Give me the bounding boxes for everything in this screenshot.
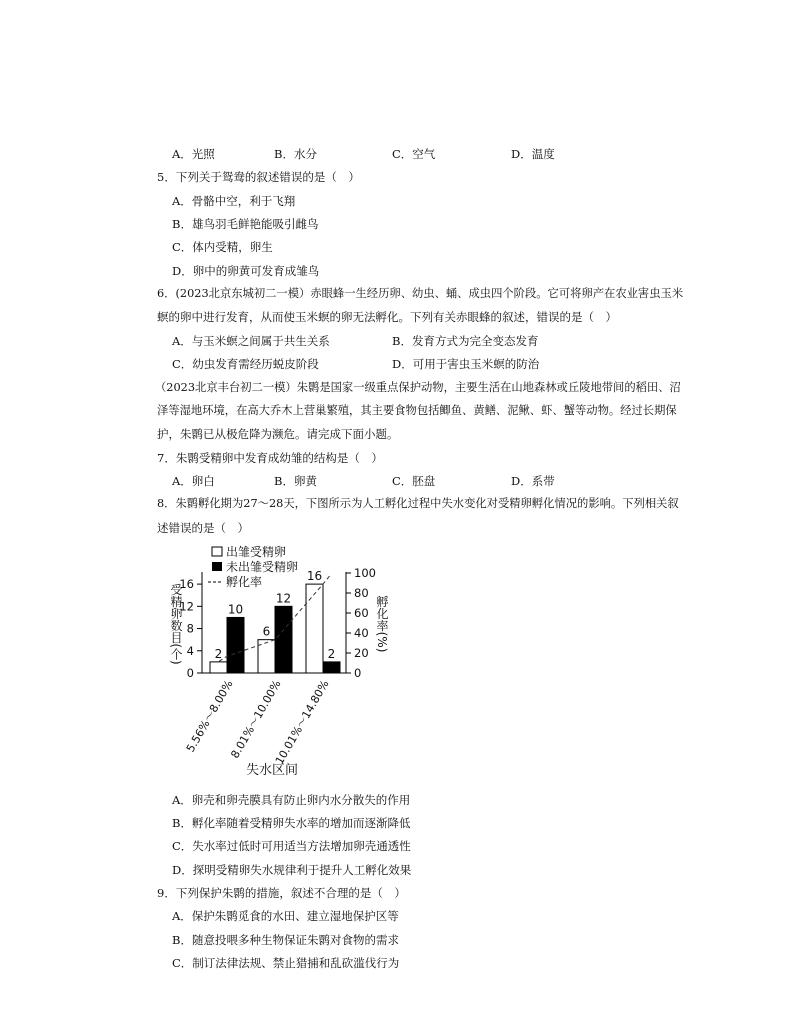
legend-label-hatched: 出雏受精卵 [226, 545, 287, 559]
passage-line2: 泽等湿地环境，在高大乔木上营巢繁殖，其主要食物包括鲫鱼、黄鳝、泥鳅、虾、蟹等动物。经过长期保 [157, 404, 677, 417]
q7-option-d: D．系带 [511, 474, 555, 488]
hatch-rate-chart [150, 538, 450, 783]
q9-option-b: B．随意投喂多种生物保证朱鹮对食物的需求 [172, 933, 399, 947]
q5-option-b: B．雄鸟羽毛鲜艳能吸引雌鸟 [172, 217, 319, 231]
q8-option-a: A．卵壳和卵壳膜具有防止卵内水分散失的作用 [172, 793, 411, 807]
bar-hatched [306, 584, 323, 673]
q5-stem: 5．下列关于鸳鸯的叙述错误的是（ ） [157, 170, 360, 184]
q6-option-b: B．发育方式为完全变态发育 [392, 334, 539, 348]
legend-label-unhatched: 未出雏受精卵 [226, 560, 299, 574]
q7-option-c: C．胚盘 [392, 474, 436, 488]
q7-option-b: B．卵黄 [274, 474, 317, 488]
bar-value-label: 10 [227, 602, 244, 617]
q5-option-d: D．卵中的卵黄可发育成雏鸟 [172, 264, 320, 278]
q6-stem-line1: 6．(2023北京东城初二一模）赤眼蜂一生经历卵、幼虫、蛹、成虫四个阶段。它可将卵产在农业害虫玉米 [157, 287, 684, 300]
bar-value-label: 2 [214, 646, 223, 661]
x-category-label: 10.01%～14.80% [272, 678, 332, 767]
passage-line3: 护，朱鹮已从极危降为濒危。请完成下面小题。 [157, 427, 399, 441]
q6-option-a: A．与玉米螟之间属于共生关系 [172, 334, 330, 348]
right-tick-label: 0 [354, 666, 362, 680]
left-tick-label: 12 [179, 599, 194, 614]
q5-option-c: C．体内受精，卵生 [172, 240, 273, 254]
q7-option-a: A．卵白 [172, 474, 215, 488]
q4-option-a: A．光照 [172, 147, 215, 161]
legend-swatch-unhatched [212, 562, 222, 571]
q8-option-c: C．失水率过低时可用适当方法增加卵壳通透性 [172, 839, 411, 853]
right-tick-label: 60 [354, 606, 369, 620]
right-axis-title: 孵化率(%) [375, 595, 389, 653]
q9-option-a: A．保护朱鹮觅食的水田、建立湿地保护区等 [172, 909, 399, 923]
q9-option-c: C．制订法律法规、禁止猎捕和乱砍滥伐行为 [172, 956, 400, 970]
q4-option-c: C．空气 [392, 147, 436, 161]
right-tick-label: 40 [354, 626, 369, 640]
q9-stem: 9．下列保护朱鹮的措施，叙述不合理的是（ ） [157, 886, 406, 900]
left-axis-title: 受精卵数目(个) [169, 583, 183, 665]
right-tick-label: 100 [354, 566, 376, 580]
x-category-label: 8.01%～10.00% [228, 678, 284, 761]
right-tick-label: 20 [354, 646, 369, 660]
bar-unhatched [323, 662, 340, 673]
q6-option-d: D．可用于害虫玉米螟的防治 [392, 357, 540, 371]
bar-value-label: 2 [327, 646, 336, 661]
q7-stem: 7．朱鹮受精卵中发育成幼雏的结构是（ ） [157, 451, 383, 465]
bar-value-label: 12 [275, 591, 292, 606]
bar-hatched [210, 662, 227, 673]
q4-option-b: B．水分 [274, 147, 317, 161]
x-category-label: 5.56%～8.00% [183, 678, 236, 755]
x-axis-title: 失水区间 [245, 763, 299, 778]
q6-option-c: C．幼虫发育需经历蜕皮阶段 [172, 357, 319, 371]
left-tick-label: 0 [186, 666, 194, 680]
q6-stem-line2: 螟的卵中进行发育，从而使玉米螟的卵无法孵化。下列有关赤眼蜂的叙述，错误的是（ ） [157, 310, 617, 324]
bar-unhatched [275, 606, 292, 673]
q4-option-d: D．温度 [511, 147, 555, 161]
q8-stem-line2: 述错误的是（ ） [157, 521, 249, 535]
left-tick-label: 4 [186, 643, 194, 658]
bar-value-label: 16 [306, 569, 323, 584]
bar-value-label: 6 [262, 624, 271, 639]
left-tick-label: 8 [186, 621, 194, 636]
legend-swatch-hatched [212, 547, 222, 556]
q5-option-a: A．骨骼中空，利于飞翔 [172, 194, 296, 208]
passage-line1: （2023北京丰台初二一模）朱鹮是国家一级重点保护动物，主要生活在山地森林或丘陵地带间的稻田、沼 [155, 381, 681, 394]
q8-stem-line1: 8．朱鹮孵化期为27～28天，下图所示为人工孵化过程中失水变化对受精卵孵化情况的影响。下列相关叙 [157, 497, 679, 510]
left-tick-label: 16 [179, 577, 194, 592]
right-tick-label: 80 [354, 586, 369, 600]
q8-option-b: B．孵化率随着受精卵失水率的增加而逐渐降低 [172, 816, 411, 830]
legend-label-hatch-rate: 孵化率 [226, 575, 263, 589]
q8-option-d: D．探明受精卵失水规律利于提升人工孵化效果 [172, 863, 412, 877]
bar-unhatched [227, 617, 244, 673]
